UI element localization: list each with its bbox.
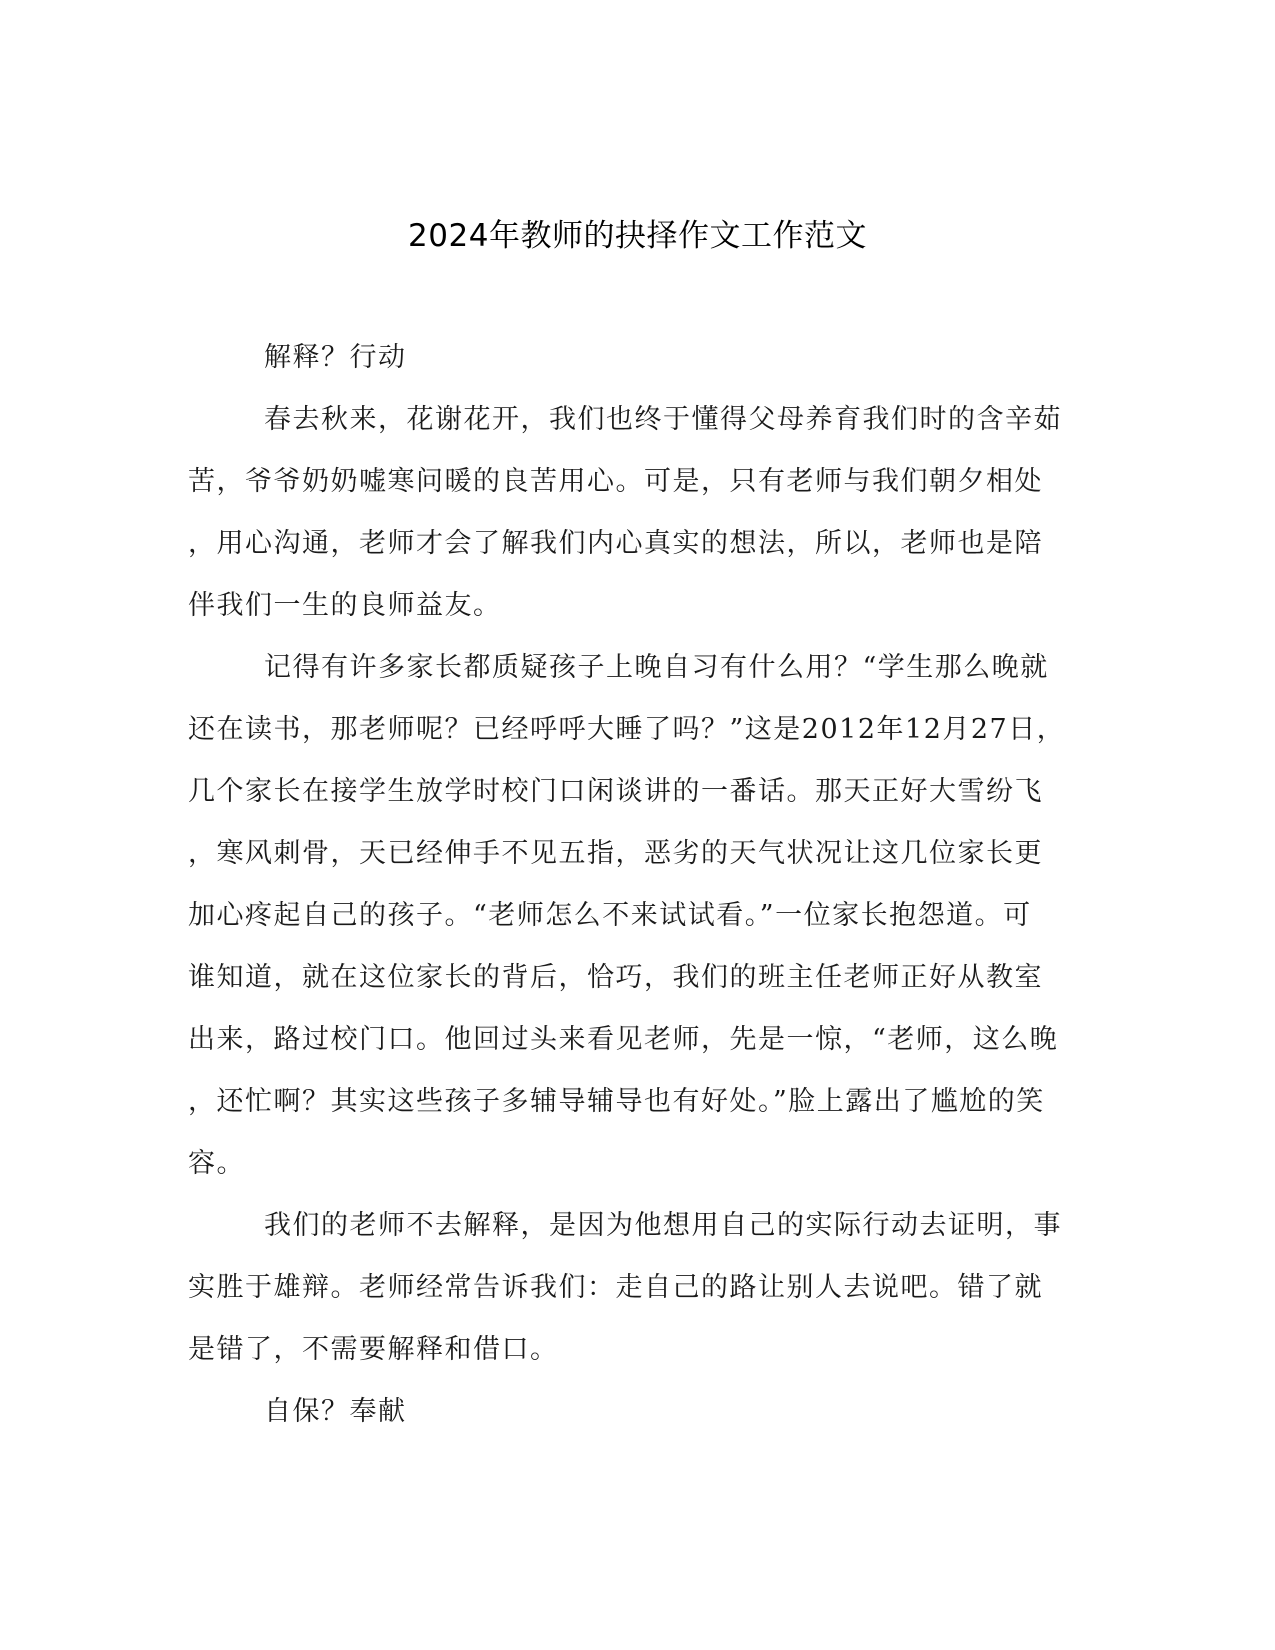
paragraph-line: ，用心沟通，老师才会了解我们内心真实的想法，所以，老师也是陪 xyxy=(188,528,1043,559)
paragraph-line: ，寒风刺骨，天已经伸手不见五指，恶劣的天气状况让这几位家长更 xyxy=(188,838,1043,869)
paragraph-line: 我们的老师不去解释，是因为他想用自己的实际行动去证明，事 xyxy=(264,1210,1062,1241)
section-heading: 自保？奉献 xyxy=(264,1396,407,1427)
document-title: 2024年教师的抉择作文工作范文 xyxy=(408,218,867,254)
paragraph-line: 是错了，不需要解释和借口。 xyxy=(188,1334,559,1365)
paragraph-line: 容。 xyxy=(188,1148,245,1179)
paragraph-line: 几个家长在接学生放学时校门口闲谈讲的一番话。那天正好大雪纷飞 xyxy=(188,776,1043,807)
paragraph-line: 伴我们一生的良师益友。 xyxy=(188,590,502,621)
paragraph-line: 谁知道，就在这位家长的背后，恰巧，我们的班主任老师正好从教室 xyxy=(188,962,1043,993)
paragraph-line: 春去秋来，花谢花开，我们也终于懂得父母养育我们时的含辛茹 xyxy=(264,404,1062,435)
paragraph-line: 实胜于雄辩。老师经常告诉我们：走自己的路让别人去说吧。错了就 xyxy=(188,1272,1043,1303)
paragraph-line: 还在读书，那老师呢？已经呼呼大睡了吗？”这是2012年12月27日， xyxy=(188,714,1066,745)
paragraph-line: 加心疼起自己的孩子。“老师怎么不来试试看。”一位家长抱怨道。可 xyxy=(188,900,1032,931)
paragraph-line: 出来，路过校门口。他回过头来看见老师，先是一惊，“老师，这么晚 xyxy=(188,1024,1059,1055)
section-heading: 解释？行动 xyxy=(264,342,407,373)
paragraph-line: ，还忙啊？其实这些孩子多辅导辅导也有好处。”脸上露出了尴尬的笑 xyxy=(188,1086,1045,1117)
paragraph-line: 记得有许多家长都质疑孩子上晚自习有什么用？“学生那么晚就 xyxy=(264,652,1049,683)
document-body xyxy=(188,327,1078,1443)
paragraph-line: 苦，爷爷奶奶嘘寒问暖的良苦用心。可是，只有老师与我们朝夕相处 xyxy=(188,466,1043,497)
